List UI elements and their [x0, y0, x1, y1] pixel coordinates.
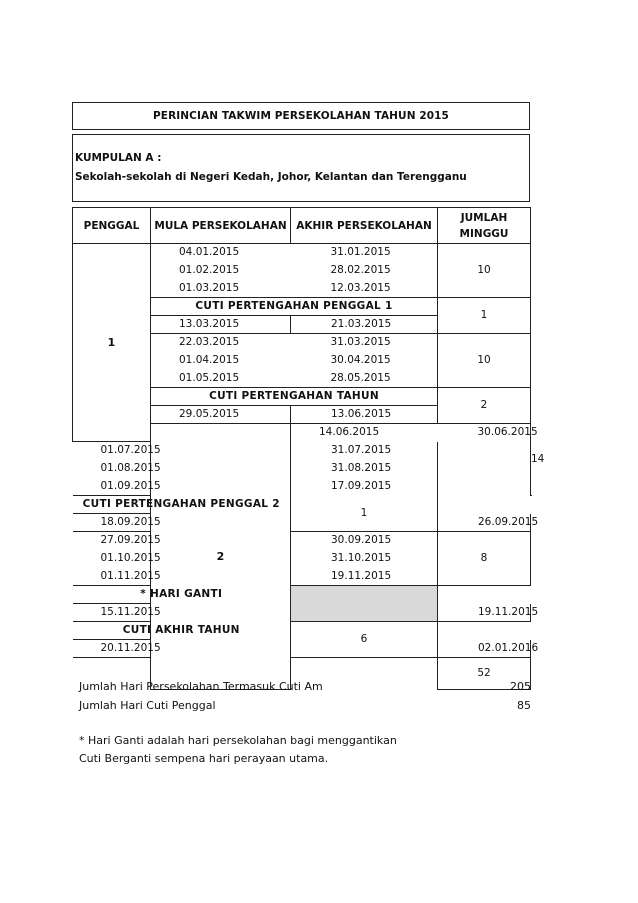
break-label: CUTI PERTENGAHAN TAHUN [151, 388, 438, 406]
header-mula: MULA PERSEKOLAHAN [151, 208, 291, 244]
akhir-cell: 31.03.2015 [291, 334, 438, 352]
table-header-row [73, 208, 531, 244]
mula-cell: 15.11.2015 [73, 604, 151, 622]
mula-cell: 01.08.2015 [100, 462, 161, 474]
header-jumlah: JUMLAH MINGGU [438, 208, 531, 244]
akhir-cell: 31.10.2015 [291, 550, 438, 568]
weeks-cell: 10 [438, 244, 531, 298]
break-label: CUTI PERTENGAHAN PENGGAL 2 [73, 496, 291, 514]
akhir-cell: 17.09.2015 [291, 478, 438, 496]
weeks-cell: 10 [438, 334, 531, 388]
akhir-cell: 31.08.2015 [291, 460, 438, 478]
akhir-cell: 30.04.2015 [291, 352, 438, 370]
footnote [79, 732, 397, 768]
group-box [72, 134, 530, 202]
mula-cell: 04.01.2015 [179, 246, 240, 259]
summary-value: 85 [517, 699, 531, 712]
mula-cell: 22.03.2015 [179, 336, 240, 349]
summary-value: 205 [510, 680, 531, 693]
summary-label: Jumlah Hari Cuti Penggal [79, 699, 216, 712]
mula-cell: 01.10.2015 [100, 552, 161, 564]
group-label: KUMPULAN A : [75, 152, 162, 164]
akhir-cell: 02.01.2016 [438, 640, 531, 658]
total-weeks: 52 [438, 658, 531, 690]
mula-cell: 01.09.2015 [100, 479, 161, 492]
mula-cell: 14.06.2015 [319, 426, 380, 439]
akhir-cell: 28.02.2015 [291, 262, 438, 280]
table-row [73, 622, 531, 640]
page-title: PERINCIAN TAKWIM PERSEKOLAHAN TAHUN 2015 [153, 110, 449, 122]
table-row: 2 14.06.2015 30.06.2015 14 [73, 424, 531, 442]
weeks-cell: 8 [438, 532, 531, 586]
footnote-line-1: * Hari Ganti adalah hari persekolahan bagi menggantikan [79, 734, 397, 747]
akhir-cell: 12.03.2015 [291, 280, 438, 298]
table-row [73, 532, 531, 550]
mula-cell: 18.09.2015 [73, 514, 151, 532]
weeks-cell: 2 [438, 388, 531, 424]
mula-cell: 01.03.2015 [179, 281, 240, 294]
group-states: Sekolah-sekolah di Negeri Kedah, Johor, Kelantan dan Terengganu [75, 171, 467, 183]
hari-ganti-weeks-cell [291, 586, 438, 622]
table-row [73, 244, 531, 262]
akhir-cell: 21.03.2015 [291, 316, 438, 334]
mula-cell: 20.11.2015 [73, 640, 151, 658]
akhir-cell: 31.01.2015 [291, 244, 438, 262]
mula-cell: 27.09.2015 [100, 534, 161, 547]
table-row [73, 496, 531, 514]
summary-row-school-days [79, 680, 531, 693]
table-row [73, 460, 531, 478]
mula-cell: 01.07.2015 [100, 444, 161, 457]
table-row [73, 442, 531, 460]
weeks-cell: 1 [291, 496, 438, 532]
calendar-table [72, 207, 545, 690]
mula-cell: 01.11.2015 [100, 569, 161, 582]
summary-label: Jumlah Hari Persekolahan Termasuk Cuti Am [79, 680, 323, 693]
mula-cell: 01.05.2015 [179, 371, 240, 384]
akhir-cell: 26.09.2015 [438, 514, 531, 532]
break-label: CUTI PERTENGAHAN PENGGAL 1 [151, 298, 438, 316]
penggal-2-label: 2 [151, 424, 291, 690]
header-akhir: AKHIR PERSEKOLAHAN [291, 208, 438, 244]
akhir-cell: 13.06.2015 [291, 406, 438, 424]
akhir-cell: 30.06.2015 [438, 424, 531, 442]
mula-cell: 01.04.2015 [179, 354, 240, 366]
title-box [72, 102, 530, 130]
summary-row-term-holidays [79, 699, 531, 712]
footnote-line-2: Cuti Berganti sempena hari perayaan utama. [79, 752, 329, 765]
table-row [73, 478, 531, 496]
penggal-1-label: 1 [73, 244, 151, 442]
mula-cell: 13.03.2015 [151, 316, 291, 334]
table-row [73, 586, 531, 604]
mula-cell: 01.02.2015 [179, 264, 240, 276]
hari-ganti-label: * HARI GANTI [73, 586, 291, 604]
akhir-cell: 31.07.2015 [291, 442, 438, 460]
weeks-cell: 6 [291, 622, 438, 658]
akhir-cell: 19.11.2015 [438, 604, 531, 622]
weeks-cell: 1 [438, 298, 531, 334]
akhir-cell: 19.11.2015 [291, 568, 438, 586]
akhir-cell: 28.05.2015 [291, 370, 438, 388]
header-penggal: PENGGAL [73, 208, 151, 244]
akhir-cell: 30.09.2015 [291, 532, 438, 550]
akhir-tahun-label: CUTI AKHIR TAHUN [73, 622, 291, 640]
mula-cell: 29.05.2015 [151, 406, 291, 424]
